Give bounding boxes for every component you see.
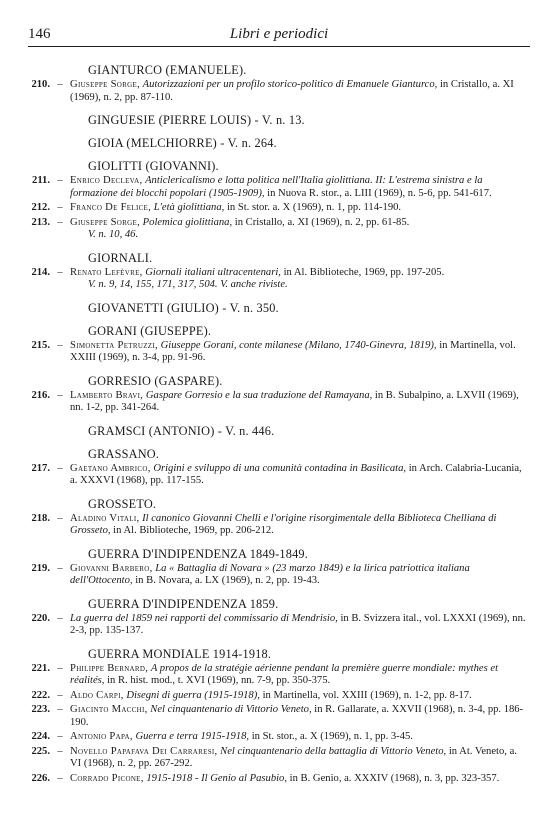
entry-number: 219. xyxy=(31,562,50,574)
entry-dash: – xyxy=(57,662,63,674)
entry-author: Simonetta Petruzzi, xyxy=(70,339,158,351)
page-number: 146 xyxy=(28,26,51,42)
entry-author: Giacinto Macchi, xyxy=(70,704,148,715)
entry-title: Origini e sviluppo di una comunità contadina in Basilicata, xyxy=(153,462,407,474)
bibliography-entry xyxy=(28,690,530,703)
entry-number: 217. xyxy=(31,462,50,474)
bibliography-entry xyxy=(28,202,530,215)
bibliography-entry xyxy=(28,563,530,588)
entry-number: 224. xyxy=(31,731,50,742)
entry-text xyxy=(70,175,530,200)
entry-author: Novello Papafava Dei Carraresi, xyxy=(70,745,218,757)
entry-dash: – xyxy=(57,562,63,574)
entry-dash: – xyxy=(57,704,63,715)
entry-text xyxy=(70,267,530,280)
entry-author: Philippe Bernard, xyxy=(70,662,149,674)
entry-title: La guerra del 1859 nei rapporti del commissario di Mendrisio, xyxy=(70,612,338,624)
entry-title: Giuseppe Gorani, conte milanese (Milano, 1740-Ginevra, 1819), xyxy=(160,339,437,351)
entry-dash: – xyxy=(57,79,63,90)
entry-number: 222. xyxy=(31,689,50,701)
entry-dash: – xyxy=(57,266,63,278)
running-title: Libri e periodici xyxy=(229,26,329,42)
section-heading: GRASSANO. xyxy=(88,446,160,461)
section-heading: GIOLITTI (GIOVANNI). xyxy=(88,159,219,173)
entry-author: Antonio Papa, xyxy=(70,731,133,742)
entry-title: A propos de la stratégie aérienne pendant la première guerre mondiale: mythes et réalités, xyxy=(70,662,499,686)
entry-dash: – xyxy=(57,202,63,213)
entry-source: in Martinella, vol. XXIII (1969), n. 1-2, pp. 8-17. xyxy=(262,689,472,701)
entry-text xyxy=(70,79,530,104)
section-heading: GUERRA D'INDIPENDENZA 1849-1849. xyxy=(88,546,309,561)
entry-source: in Al. Biblioteche, 1969, pp. 197-205. xyxy=(283,266,445,278)
section-heading: GROSSETO. xyxy=(88,496,157,511)
entry-text xyxy=(70,773,530,786)
entry-title: Gaspare Gorresio e la sua traduzione del Ramayana, xyxy=(145,389,373,401)
entry-title: Disegni di guerra (1915-1918), xyxy=(126,689,260,701)
entry-source: in Nuova R. stor., a. LIII (1969), n. 5-6, pp. 541-617. xyxy=(267,187,492,199)
bibliography-entry xyxy=(28,267,530,280)
entry-text xyxy=(70,513,530,538)
cross-reference: V. n. 10, 46. xyxy=(88,229,139,240)
entry-dash: – xyxy=(57,512,63,524)
entry-source: in R. Gallarate, a. XXVII (1968), n. 3-4, pp. 186-190. xyxy=(70,704,524,728)
entry-number: 225. xyxy=(31,745,50,757)
entry-number: 218. xyxy=(31,512,50,524)
entry-number: 220. xyxy=(31,612,50,624)
entry-author: Corrado Picone, xyxy=(70,772,144,784)
entry-author: Renato Lefèvre, xyxy=(70,266,143,278)
entry-text xyxy=(70,746,530,771)
entry-text xyxy=(70,463,530,488)
entry-source: in Martinella, vol. XXIII (1969), n. 3-4, pp. 91-96. xyxy=(70,339,516,363)
entry-title: Autorizzazioni per un profilo storico-politico di Emanuele Gianturco, xyxy=(142,79,438,90)
entry-dash: – xyxy=(57,689,63,701)
section-heading: GORANI (GIUSEPPE). xyxy=(88,323,212,338)
entry-author: Giuseppe Sorge, xyxy=(70,79,141,90)
entry-text xyxy=(70,690,530,703)
entry-number: 226. xyxy=(31,772,50,784)
entry-dash: – xyxy=(57,462,63,474)
entry-source: in Arch. Calabria-Lucania, a. XXXVI (1968), pp. 117-155. xyxy=(70,462,522,486)
bibliography-entry xyxy=(28,513,530,538)
entry-title: 1915-1918 - Il Genio al Pasubio, xyxy=(146,772,288,784)
entry-author: Lamberto Bravi, xyxy=(70,389,144,401)
bibliography-entry xyxy=(28,746,530,771)
bibliography-entry xyxy=(28,79,530,104)
entry-author: Giuseppe Sorge, xyxy=(70,216,141,228)
bibliography-entry xyxy=(28,704,530,729)
entry-source: in B. Genio, a. XXXIV (1968), n. 3, pp. 323-357. xyxy=(289,772,500,784)
section-heading: GIOVANETTI (GIULIO) - V. n. 350. xyxy=(88,300,279,315)
entry-number: 221. xyxy=(31,662,50,674)
entry-number: 216. xyxy=(31,389,50,401)
entry-text xyxy=(70,390,530,415)
entry-source: in St. stor., a. X (1969), n. 1, pp. 3-45. xyxy=(251,731,413,742)
entry-dash: – xyxy=(57,216,63,228)
entry-title: Nel cinquantenario della battaglia di Vittorio Veneto, xyxy=(220,745,447,757)
entry-title: Il canonico Giovanni Chelli e l'origine risorgimentale della Biblioteca Chelliana di Grosseto, xyxy=(70,512,497,536)
entry-source: in R. hist. mod., t. XVI (1969), nn. 7-9, pp. 350-375. xyxy=(107,675,331,686)
entry-dash: – xyxy=(57,745,63,757)
section-heading: GIOIA (MELCHIORRE) - V. n. 264. xyxy=(88,136,277,150)
entry-number: 210. xyxy=(31,79,50,90)
bibliography-entry xyxy=(28,175,530,200)
entry-title: Guerra e terra 1915-1918, xyxy=(135,731,250,742)
bibliography-entry xyxy=(28,390,530,415)
entry-title: Nel cinquantenario di Vittorio Veneto, xyxy=(150,704,312,715)
entry-author: Aldo Carpi, xyxy=(70,689,124,701)
entry-number: 213. xyxy=(31,216,50,228)
entry-title: L'età giolittiana, xyxy=(153,202,225,213)
entry-source: in B. Svizzera ital., vol. LXXXI (1969), nn. 2-3, pp. 135-137. xyxy=(70,612,526,636)
entry-author: Aladino Vitali, xyxy=(70,512,140,524)
entry-source: in Al. Biblioteche, 1969, pp. 206-212. xyxy=(113,525,274,536)
entry-source: in St. stor. a. X (1969), n. 1, pp. 114-190. xyxy=(226,202,402,213)
section-heading: GUERRA MONDIALE 1914-1918. xyxy=(88,646,272,661)
section-heading: GINGUESIE (PIERRE LOUIS) - V. n. 13. xyxy=(88,113,305,127)
entry-source: in Cristallo, a. XI (1969), n. 2, pp. 61-85. xyxy=(234,216,410,228)
entry-text xyxy=(70,217,530,230)
entry-text xyxy=(70,663,530,688)
entry-dash: – xyxy=(57,339,63,351)
entry-dash: – xyxy=(57,612,63,624)
entry-dash: – xyxy=(57,175,63,186)
entry-dash: – xyxy=(57,731,63,742)
entry-title: Giornali italiani ultracentenari, xyxy=(145,266,281,278)
entry-text xyxy=(70,731,530,744)
section-heading: GORRESIO (GASPARE). xyxy=(88,373,223,388)
entry-author: Enrico Decleva, xyxy=(70,175,143,186)
entry-number: 215. xyxy=(31,339,50,351)
bibliography-entry xyxy=(28,463,530,488)
entry-text xyxy=(70,613,530,638)
entry-source: in At. Veneto, a. VI (1968), n. 2, pp. 267-292. xyxy=(70,745,517,769)
bibliography-entry xyxy=(28,731,530,744)
page-header xyxy=(28,22,530,46)
section-heading: GUERRA D'INDIPENDENZA 1859. xyxy=(88,596,279,611)
entry-number: 211. xyxy=(32,175,50,186)
entry-source: in Cristallo, a. XI (1969), n. 2, pp. 87-110. xyxy=(70,79,514,103)
header-rule xyxy=(28,46,530,47)
cross-reference: V. n. 9, 14, 155, 171, 317, 504. V. anche riviste. xyxy=(88,279,288,290)
entry-dash: – xyxy=(57,389,63,401)
entry-text xyxy=(70,202,530,215)
entry-text xyxy=(70,704,530,729)
entry-author: Giovanni Barbero, xyxy=(70,562,153,574)
bibliography-entry xyxy=(28,663,530,688)
entry-source: in B. Novara, a. LX (1969), n. 2, pp. 19-43. xyxy=(135,575,320,586)
entry-author: Franco De Felice, xyxy=(70,202,152,213)
bibliography-entry xyxy=(28,340,530,365)
section-heading: GIANTURCO (EMANUELE). xyxy=(88,63,247,77)
entry-source: in B. Subalpino, a. LXVII (1969), nn. 1-2, pp. 341-264. xyxy=(70,389,519,413)
entry-author: Gaetano Ambrico, xyxy=(70,462,151,474)
entry-number: 212. xyxy=(31,202,50,213)
entry-title: Polemica giolittiana, xyxy=(142,216,233,228)
entry-number: 214. xyxy=(31,266,50,278)
entry-number: 223. xyxy=(31,704,50,715)
section-heading: GRAMSCI (ANTONIO) - V. n. 446. xyxy=(88,423,275,438)
entry-text xyxy=(70,563,530,588)
entry-text xyxy=(70,340,530,365)
entry-title: Anticlericalismo e lotta politica nell'Italia giolittiana. II: L'estrema sinistra e la formazione dei blocchi popolari (1905-1909), xyxy=(70,175,483,199)
entry-title: La « Battaglia di Novara » (23 marzo 1849) e la lirica patriottica italiana dell'Ottocento, xyxy=(70,562,470,586)
section-heading: GIORNALI. xyxy=(88,250,153,265)
bibliography-entry xyxy=(28,773,530,786)
bibliography-list xyxy=(28,63,530,785)
bibliography-entry xyxy=(28,613,530,638)
bibliography-entry xyxy=(28,217,530,230)
entry-dash: – xyxy=(57,772,63,784)
